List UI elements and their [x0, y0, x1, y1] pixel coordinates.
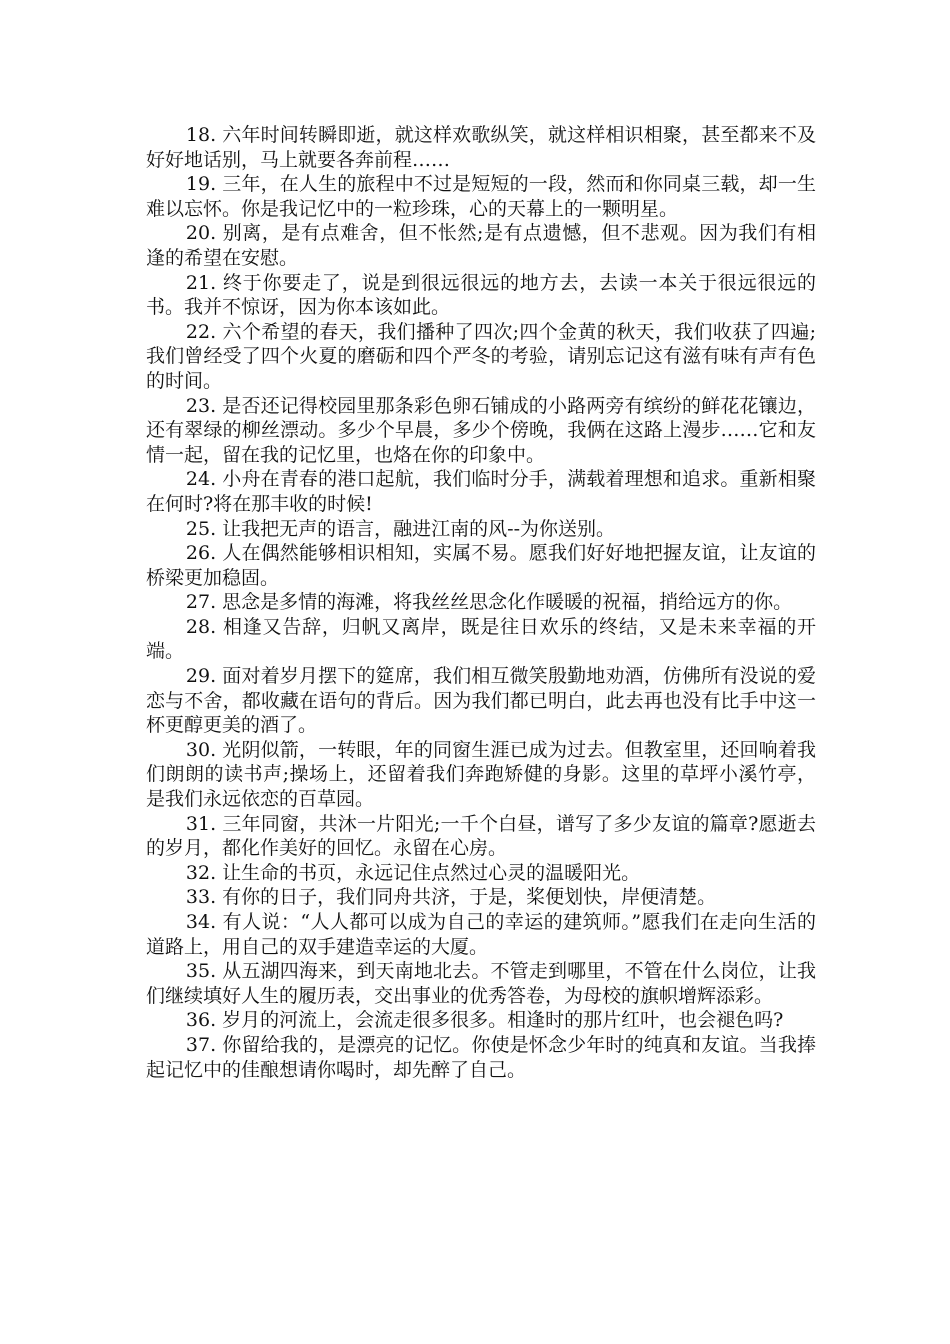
paragraph-36: 36. 岁月的河流上，会流走很多很多。相逢时的那片红叶，也会褪色吗?	[185, 1009, 784, 1032]
paragraph-25: 25. 让我把无声的语言，融进江南的风--为你送别。	[185, 517, 615, 540]
paragraph-37: 37. 你留给我的，是漂亮的记忆。你使是怀念少年时的纯真和友谊。当我捧起记忆中的佳酿想请你喝时，却先醉了自己。	[146, 1033, 816, 1081]
paragraph-34: 34. 有人说：“人人都可以成为自己的幸运的建筑师。”愿我们在走向生活的道路上，用自己的双手建造幸运的大厦。	[146, 911, 816, 958]
paragraph-19: 19. 三年，在人生的旅程中不过是短短的一段，然而和你同桌三载，却一生难以忘怀。你是我记忆中的一粒珍珠，心的天幕上的一颗明星。	[146, 173, 816, 220]
paragraph-26: 26. 人在偶然能够相识相知，实属不易。愿我们好好地把握友谊，让友谊的桥梁更加稳固。	[146, 542, 816, 589]
paragraph-28: 28. 相逢又告辞，归帆又离岸，既是往日欢乐的终结，又是未来幸福的开端。	[146, 615, 816, 663]
paragraph-27: 27. 思念是多情的海滩，将我丝丝思念化作暖暖的祝福，捎给远方的你。	[185, 591, 793, 614]
paragraph-31: 31. 三年同窗，共沐一片阳光;一千个白昼，谱写了多少友谊的篇章?愿逝去的岁月，都化作美好的回忆。永留在心房。	[146, 812, 816, 860]
paragraph-23: 23. 是否还记得校园里那条彩色卵石铺成的小路两旁有缤纷的鲜花花镶边，还有翠绿的柳丝漂动。多少个早晨，多少个傍晚，我俩在这路上漫步……它和友情一起，留在我的记忆里，也烙在你的印象中。	[146, 394, 816, 466]
paragraph-21: 21. 终于你要走了，说是到很远很远的地方去，去读一本关于很远很远的书。我并不惊讶，因为你本该如此。	[146, 271, 816, 319]
paragraph-35: 35. 从五湖四海来，到天南地北去。不管走到哪里，不管在什么岗位，让我们继续填好人生的履历表，交出事业的优秀答卷，为母校的旗帜增辉添彩。	[146, 960, 816, 1007]
paragraph-33: 33. 有你的日子，我们同舟共济，于是，桨便划快，岸便清楚。	[185, 886, 717, 909]
paragraph-30: 30. 光阴似箭，一转眼，年的同窗生涯已成为过去。但教室里，还回响着我们朗朗的读书声;操场上，还留着我们奔跑矫健的身影。这里的草坪小溪竹亭，是我们永远依恋的百草园。	[146, 738, 816, 811]
paragraph-18: 18. 六年时间转瞬即逝，就这样欢歌纵笑，就这样相识相聚，甚至都来不及好好地话别，马上就要各奔前程……	[146, 124, 816, 171]
paragraph-20: 20. 别离，是有点难舍，但不怅然;是有点遗憾，但不悲观。因为我们有相逢的希望在安慰。	[146, 222, 816, 269]
paragraph-29: 29. 面对着岁月摆下的筵席，我们相互微笑殷勤地劝酒，仿佛所有没说的爱恋与不舍，都收藏在语句的背后。因为我们都已明白，此去再也没有比手中这一杯更醇更美的酒了。	[146, 665, 816, 737]
document-body	[146, 123, 816, 1082]
paragraph-24: 24. 小舟在青春的港口起航，我们临时分手，满载着理想和追求。重新相聚在何时?将在那丰收的时候!	[146, 468, 816, 515]
paragraph-22: 22. 六个希望的春天，我们播种了四次;四个金黄的秋天，我们收获了四遍;我们曾经受了四个火夏的磨砺和四个严冬的考验，请别忘记这有滋有味有声有色的时间。	[146, 320, 816, 392]
paragraph-32: 32. 让生命的书页，永远记住点然过心灵的温暖阳光。	[185, 861, 641, 884]
